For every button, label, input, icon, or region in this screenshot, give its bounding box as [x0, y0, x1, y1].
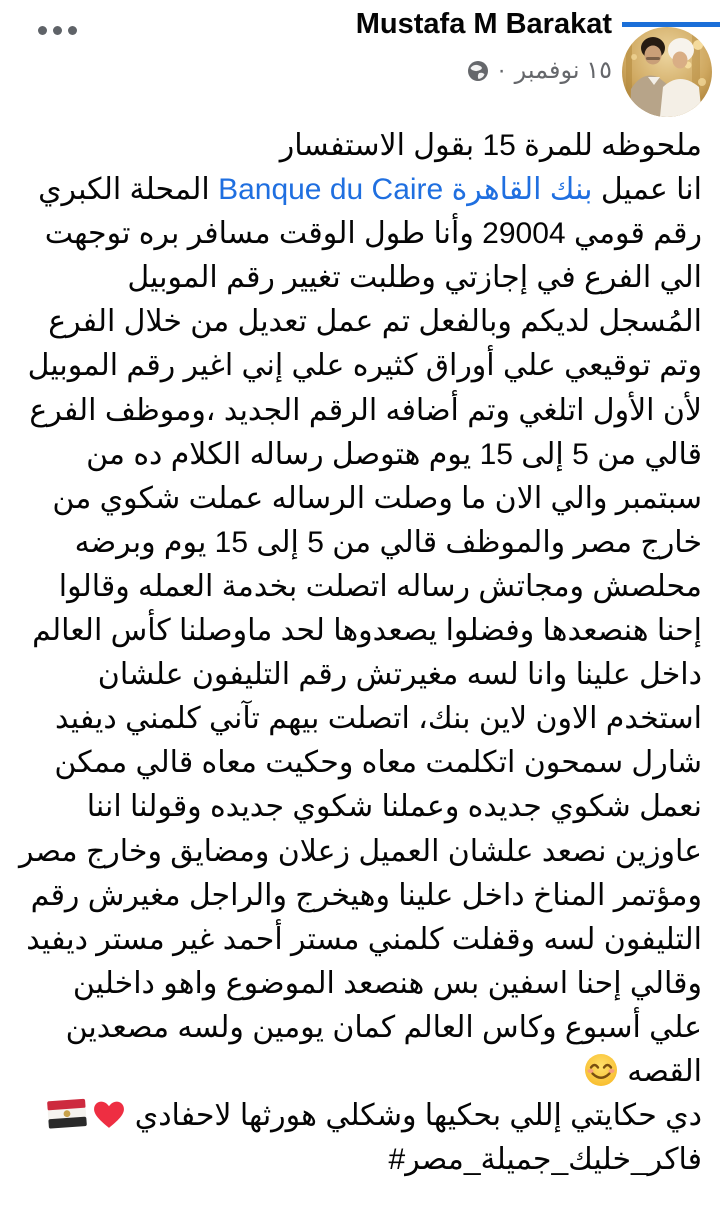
red-heart-emoji	[92, 1099, 126, 1130]
page-mention-link[interactable]: بنك القاهرة Banque du Caire	[218, 173, 593, 207]
post-text-intro: انا عميل	[592, 173, 702, 207]
closing-line	[18, 1094, 702, 1138]
post-meta[interactable]	[467, 56, 612, 85]
smiling-face-with-smiling-eyes-emoji	[583, 1052, 619, 1088]
meta-separator: ·	[497, 56, 506, 84]
ellipsis-menu-icon	[53, 26, 62, 35]
post-header	[0, 0, 720, 116]
globe-icon	[467, 60, 489, 82]
avatar[interactable]	[622, 27, 712, 117]
ellipsis-menu-icon	[68, 26, 77, 35]
post-text	[18, 168, 702, 1094]
hashtag-link[interactable]: #‎مصر‎_‎جميلة‎_‎خليك‎_‎فاكر	[388, 1143, 702, 1177]
post-note-line: ملحوظه للمرة 15 بقول الاستفسار	[279, 129, 702, 162]
post-text-main: المحلة الكبري رقم قومي 29004 وأنا طول الوقت مسافر بره توجهت الي الفرع في إجازتي وطلبت تغيير رقم الموبيل المُسجل لديكم وبالفعل تم عمل تعديل من خلال الفرع وتم توقيعي علي أوراق كثيره علي إني اغير رقم الموبيل لأن الأول اتلغي وتم أضافه الرقم الجديد ،وموظف الفرع قالي من 5 إلى 15 يوم هتوصل رساله الكلام ده من سبتمبر والي الان ما وصلت الرساله عملت شكوي من خارج مصر والموظف قالي من 5 إلى 15 يوم وبرضه محلصش ومجاتش رساله اتصلت بخدمة العمله وقالوا إحنا هنصعدها وفضلوا يصعدوها لحد ماوصلنا كأس العالم داخل علينا وانا لسه مغيرتش رقم التليفون علشان استخدم الاون لاين بنك، اتصلت بيهم تآني كلمني ديفيد شارل سمحون اتكلمت معاه وحكيت معاه قالي ممكن نعمل شكوي جديده وعملنا شكوي جديده وقولنا اننا عاوزين نصعد علشان العميل زعلان ومضايق وخارج مصر ومؤتمر المناخ داخل علينا وهيخرج والراجل مغيرش رقم التليفون لسه وقفلت كلمني مستر أحمد غير مستر ديفيد وقالي إحنا اسفين بس هنصعد الموضوع واهو داخلين علي أسبوع وكاس العالم كمان يومين ولسه مصعدين القصه	[18, 173, 702, 1088]
author-name[interactable]: Mustafa M Barakat	[355, 8, 612, 40]
couple-photo	[622, 27, 712, 117]
post-date: ١٥ نوفمبر	[514, 57, 612, 84]
closing-text: دي حكايتي إللي بحكيها وشكلي هورثها لاحفادي	[126, 1099, 702, 1133]
post-options-button[interactable]	[32, 20, 83, 41]
ellipsis-menu-icon	[38, 26, 47, 35]
post-body	[0, 116, 720, 1182]
egypt-flag-emoji	[46, 1098, 88, 1130]
